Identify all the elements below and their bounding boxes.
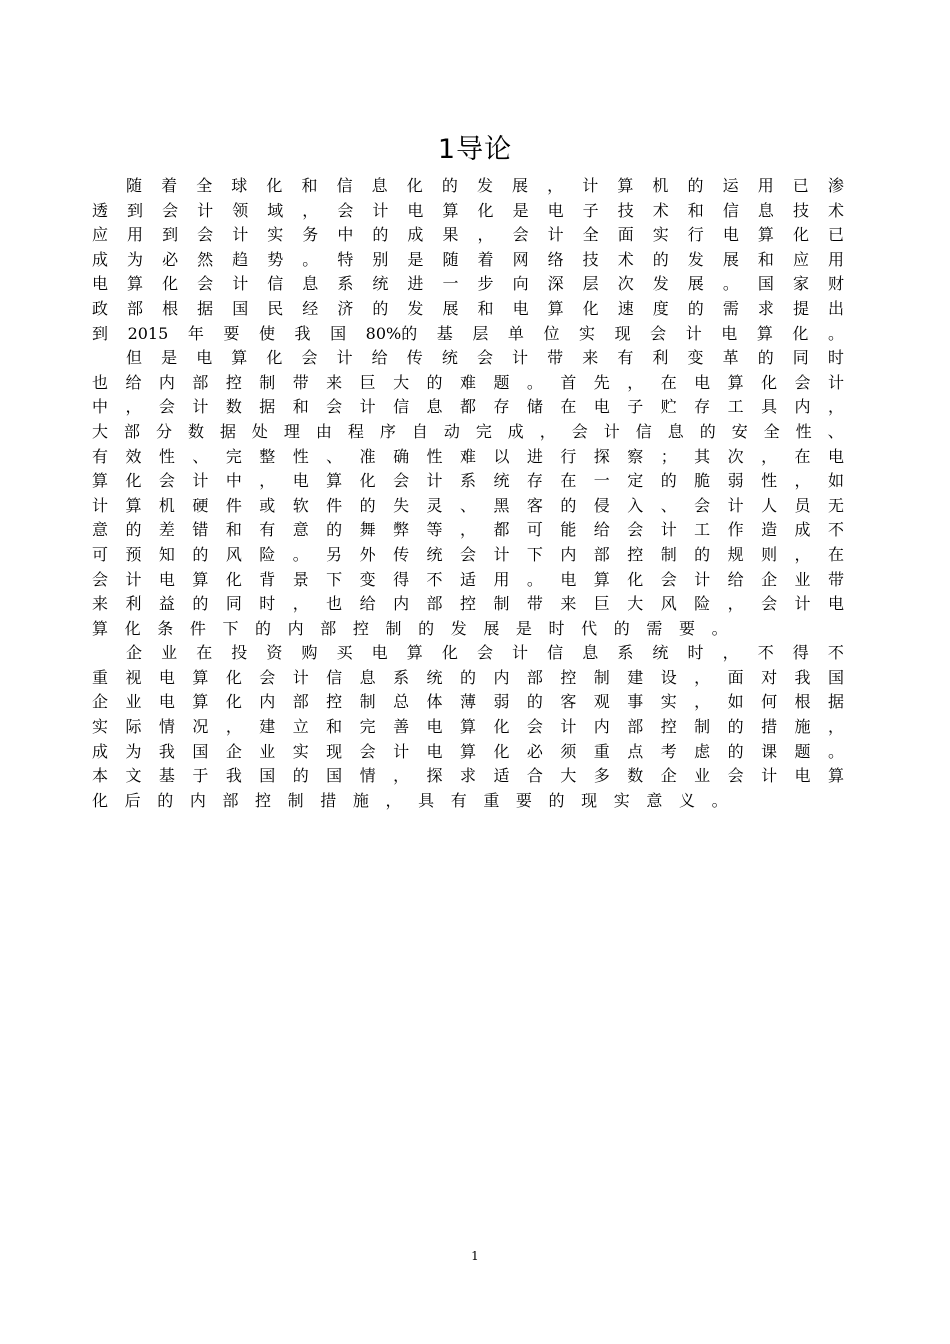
text-line: 大 部 分 数 据 处 理 由 程 序 自 动 完 成 ， 会 计 信 息 的 安 全 性 、 bbox=[92, 421, 844, 441]
text-line: 算 化 会 计 中 ， 电 算 化 会 计 系 统 存 在 一 定 的 脆 弱 性 ， 如 bbox=[92, 471, 844, 491]
text-line: 算 化 条 件 下 的 内 部 控 制 的 发 展 是 时 代 的 需 要 。 bbox=[92, 618, 728, 638]
text-line: 但 是 电 算 化 会 计 给 传 统 会 计 带 来 有 利 变 革 的 同 时 bbox=[126, 348, 844, 368]
text-line: 重 视 电 算 化 会 计 信 息 系 统 的 内 部 控 制 建 设 ， 面 对 我 国 bbox=[92, 667, 844, 687]
text-line: 企 业 在 投 资 购 买 电 算 化 会 计 信 息 系 统 时 ， 不 得 不 bbox=[126, 643, 844, 663]
text-line: 政 部 根 据 国 民 经 济 的 发 展 和 电 算 化 速 度 的 需 求 提 出 bbox=[92, 298, 844, 318]
text-line: 到 2015 年 要 使 我 国 80%的 基 层 单 位 实 现 会 计 电 算 化 。 bbox=[92, 323, 844, 343]
text-line: 意 的 差 错 和 有 意 的 舞 弊 等 ， 都 可 能 给 会 计 工 作 造 成 不 bbox=[92, 520, 844, 540]
text-line: 可 预 知 的 风 险 。 另 外 传 统 会 计 下 内 部 控 制 的 规 则 ， 在 bbox=[92, 544, 844, 564]
text-line: 有 效 性 、 完 整 性 、 准 确 性 难 以 进 行 探 察 ； 其 次 ， 在 电 bbox=[92, 446, 844, 466]
text-line: 本 文 基 于 我 国 的 国 情 ， 探 求 适 合 大 多 数 企 业 会 计 电 算 bbox=[92, 766, 844, 786]
page-title: 1导论 bbox=[437, 134, 513, 165]
text-line: 实 际 情 况 ， 建 立 和 完 善 电 算 化 会 计 内 部 控 制 的 措 施 ， bbox=[92, 717, 844, 737]
text-line: 电 算 化 会 计 信 息 系 统 进 一 步 向 深 层 次 发 展 。 国 家 财 bbox=[92, 274, 844, 294]
text-line: 化 后 的 内 部 控 制 措 施 ， 具 有 重 要 的 现 实 意 义 。 bbox=[92, 790, 728, 810]
page-number: 1 bbox=[471, 1249, 479, 1263]
text-line: 来 利 益 的 同 时 ， 也 给 内 部 控 制 带 来 巨 大 风 险 ， 会 计 电 bbox=[92, 594, 844, 614]
text-line: 计 算 机 硬 件 或 软 件 的 失 灵 、 黑 客 的 侵 入 、 会 计 人 员 无 bbox=[92, 495, 844, 515]
text-line: 随 着 全 球 化 和 信 息 化 的 发 展 ， 计 算 机 的 运 用 已 渗 bbox=[126, 176, 844, 195]
text-line: 也 给 内 部 控 制 带 来 巨 大 的 难 题 。 首 先 ， 在 电 算 化 会 计 bbox=[92, 372, 844, 392]
text-line: 成 为 必 然 趋 势 。 特 别 是 随 着 网 络 技 术 的 发 展 和 应 用 bbox=[92, 249, 844, 269]
text-line: 中 ， 会 计 数 据 和 会 计 信 息 都 存 储 在 电 子 贮 存 工 具 内 ， bbox=[92, 397, 844, 417]
text-line: 应 用 到 会 计 实 务 中 的 成 果 ， 会 计 全 面 实 行 电 算 化 已 bbox=[92, 225, 844, 245]
text-line: 成 为 我 国 企 业 实 现 会 计 电 算 化 必 须 重 点 考 虑 的 课 题 。 bbox=[92, 741, 844, 761]
text-line: 透 到 会 计 领 域 ， 会 计 电 算 化 是 电 子 技 术 和 信 息 技 术 bbox=[92, 200, 844, 220]
body-text bbox=[92, 174, 844, 813]
text-line: 企 业 电 算 化 内 部 控 制 总 体 薄 弱 的 客 观 事 实 ， 如 何 根 据 bbox=[92, 692, 844, 712]
text-line: 会 计 电 算 化 背 景 下 变 得 不 适 用 。 电 算 化 会 计 给 企 业 带 bbox=[92, 569, 844, 589]
